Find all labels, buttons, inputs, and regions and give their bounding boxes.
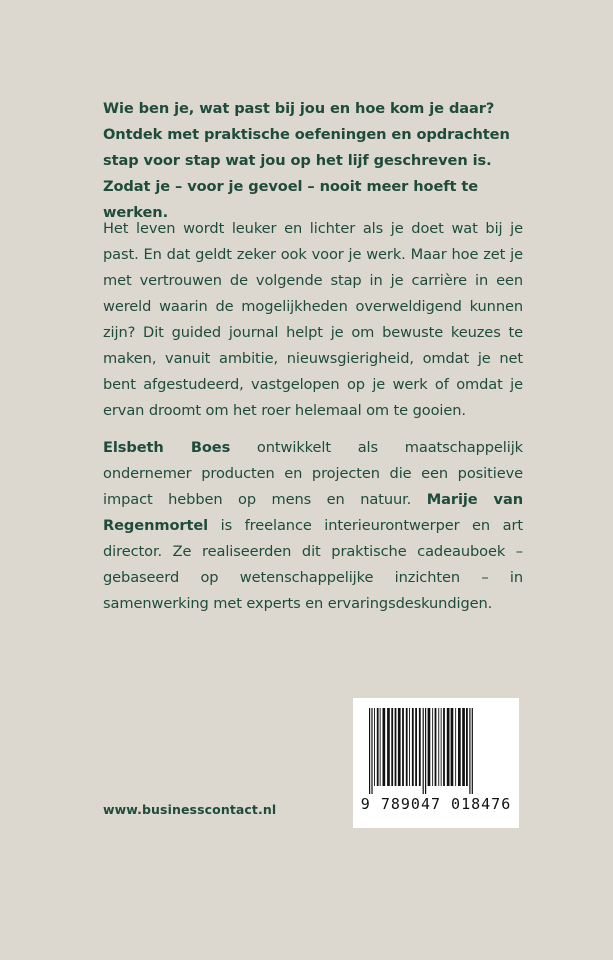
barcode-bar — [409, 708, 410, 786]
barcode-bar — [443, 708, 445, 786]
barcode-bar — [455, 708, 456, 786]
isbn-barcode — [353, 698, 519, 828]
author1-bio: ontwikkelt als maatschappelijk ondernemer producten en projecten die een positieve impact hebben op mens en natuur. — [103, 439, 523, 508]
barcode-guard-bar — [371, 708, 372, 794]
barcode-bar — [447, 708, 450, 786]
author2-bio: is freelance interieurontwerper en art director. Ze realiseerden dit praktische cadeauboek – gebaseerd op wetenschappelijke inzichten – in samenwerking met experts en ervaringsdeskundigen. — [103, 517, 523, 612]
publisher-website-link[interactable]: www.businesscontact.nl — [103, 802, 277, 817]
barcode-bar — [419, 708, 421, 786]
barcode-bar — [387, 708, 390, 786]
barcode-bar — [383, 708, 386, 786]
barcode-bar — [435, 708, 437, 786]
isbn-number: 9 789047 018476 — [360, 795, 512, 813]
barcode-guard-bar — [369, 708, 370, 794]
barcode-bar — [441, 708, 442, 786]
barcode-bar — [458, 708, 461, 786]
barcode-bar — [402, 708, 404, 786]
barcode-bar — [432, 708, 433, 786]
barcode-bar — [466, 708, 468, 786]
barcode-bar — [428, 708, 431, 786]
barcode-guard-bar — [425, 708, 426, 794]
barcode-bar — [451, 708, 454, 786]
barcode-guard-bar — [472, 708, 473, 794]
barcode-bar — [438, 708, 439, 786]
barcode-bar — [398, 708, 401, 786]
barcode-guard-bar — [469, 708, 470, 794]
barcode-bar — [406, 708, 408, 786]
author-bio-paragraph — [103, 435, 523, 617]
barcode-bar — [380, 708, 381, 786]
barcode-bar — [462, 708, 465, 786]
barcode-bar — [415, 708, 417, 786]
intro-blurb: Wie ben je, wat past bij jou en hoe kom je daar? Ontdek met praktische oefeningen en opdrachten stap voor stap wat jou op het lijf geschreven is. Zodat je – voor je gevoel – nooit meer hoeft te werken. — [103, 100, 510, 221]
barcode-bar — [395, 708, 397, 786]
barcode-bars-icon — [353, 698, 519, 798]
author1-name: Elsbeth Boes — [103, 439, 231, 456]
author2-name: Marije van Regenmortel — [103, 491, 523, 534]
barcode-guard-bar — [423, 708, 424, 794]
barcode-bar — [412, 708, 414, 786]
barcode-bar — [374, 708, 375, 786]
barcode-bar — [391, 708, 393, 786]
barcode-bar — [377, 708, 379, 786]
description-paragraph: Het leven wordt leuker en lichter als je doet wat bij je past. En dat geldt zeker ook voor je werk. Maar hoe zet je met vertrouwen de volgende stap in je carrière in een wereld waarin de mogelijkheden overweldigend kunnen zijn? Dit guided journal helpt je om bewuste keuzes te maken, vanuit ambitie, nieuwsgierigheid, omdat je net bent afgestudeerd, vastgelopen op je werk of omdat je ervan droomt om het roer helemaal om te gooien. — [103, 220, 523, 419]
